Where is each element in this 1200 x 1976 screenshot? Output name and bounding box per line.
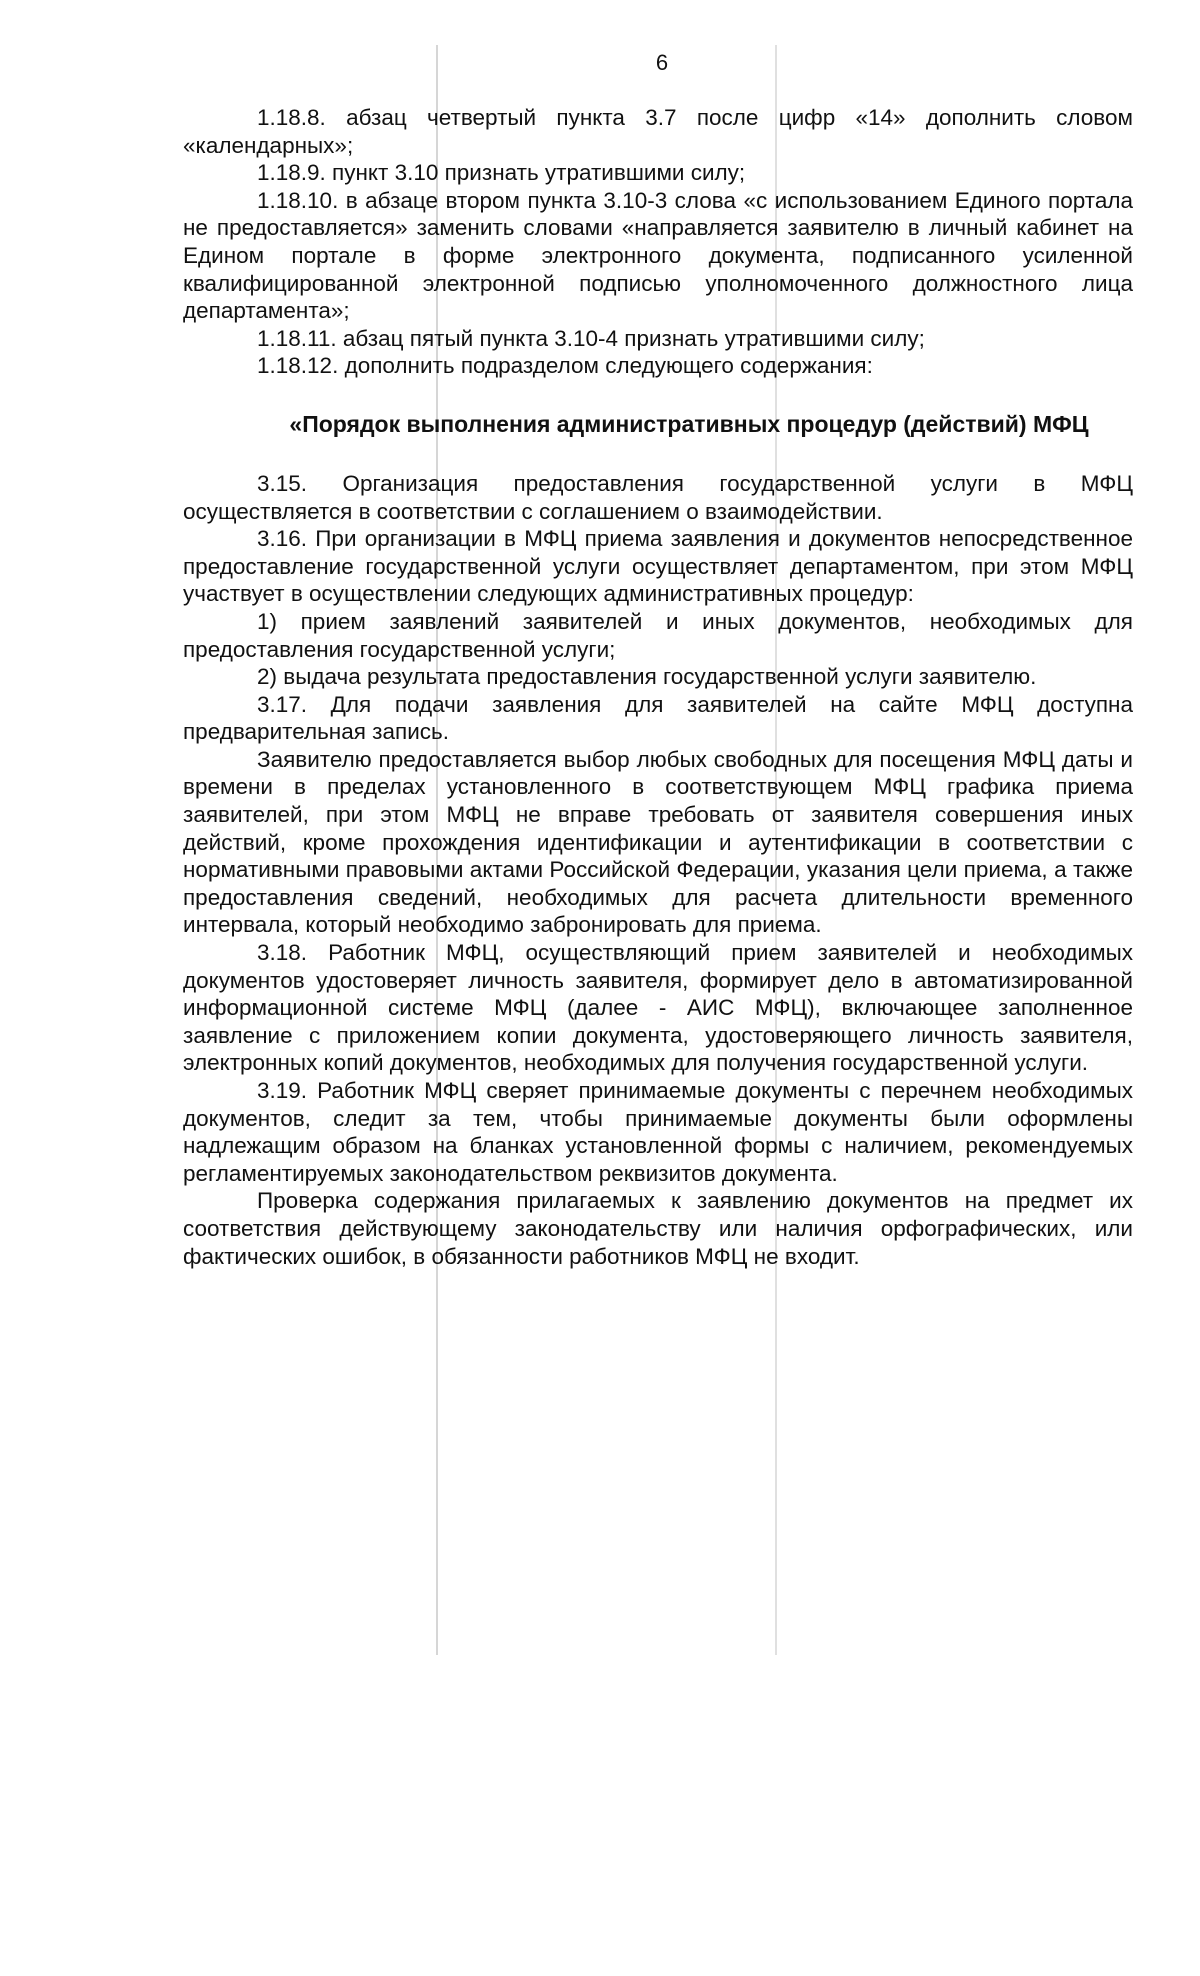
list-item: 1) прием заявлений заявителей и иных документов, необходимых для предоставления государственной услуги; <box>183 608 1133 662</box>
document-body <box>183 104 1133 1270</box>
paragraph: Проверка содержания прилагаемых к заявлению документов на предмет их соответствия действующему законодательству или наличия орфографических, или фактических ошибок, в обязанности работников МФЦ не входит. <box>183 1188 1133 1269</box>
paragraph: 3.16. При организации в МФЦ приема заявления и документов непосредственное предоставление государственной услуги осуществляет департаментом, при этом МФЦ участвует в осуществлении следующих административных процедур: <box>183 526 1133 607</box>
section-heading: «Порядок выполнения административных процедур (действий) МФЦ <box>289 410 1089 437</box>
paragraph: 3.17. Для подачи заявления для заявителей на сайте МФЦ доступна предварительная запись. <box>183 691 1133 745</box>
paragraph: Заявителю предоставляется выбор любых свободных для посещения МФЦ даты и времени в пределах установленного в соответствующем МФЦ графика приема заявителей, при этом МФЦ не вправе требовать от заявителя совершения иных действий, кроме прохождения идентификации и аутентификации в соответствии с нормативными правовыми актами Российской Федерации, указания цели приема, а также предоставления сведений, необходимых для расчета длительности временного интервала, который необходимо забронировать для приема. <box>183 746 1133 938</box>
paragraph: 1.18.11. абзац пятый пункта 3.10-4 признать утратившими силу; <box>257 325 925 351</box>
paragraph: 3.18. Работник МФЦ, осуществляющий прием заявителей и необходимых документов удостоверяет личность заявителя, формирует дело в автоматизированной информационной системе МФЦ (далее - АИС МФЦ), включающее заполненное заявление с приложением копии документа, удостоверяющего личность заявителя, электронных копий документов, необходимых для получения государственной услуги. <box>183 940 1133 1076</box>
paragraph: 3.19. Работник МФЦ сверяет принимаемые документы с перечнем необходимых документов, следит за тем, чтобы принимаемые документы были оформлены надлежащим образом на бланках установленной формы с наличием, рекомендуемых регламентируемых законодательством реквизитов документа. <box>183 1078 1133 1186</box>
paragraph: 1.18.12. дополнить подразделом следующего содержания: <box>257 353 873 379</box>
paragraph: 3.15. Организация предоставления государственной услуги в МФЦ осуществляется в соответствии с соглашением о взаимодействии. <box>183 470 1133 524</box>
paragraph: 1.18.8. абзац четвертый пункта 3.7 после цифр «14» дополнить словом «календарных»; <box>183 105 1133 158</box>
paragraph: 1.18.9. пункт 3.10 признать утратившими силу; <box>257 160 746 186</box>
list-item: 2) выдача результата предоставления государственной услуги заявителю. <box>257 664 1037 690</box>
paragraph: 1.18.10. в абзаце втором пункта 3.10-3 слова «с использованием Единого портала не предоставляется» заменить словами «направляется заявителю в личный кабинет на Едином портале в форме электронного документа, подписанного усиленной квалифицированной электронной подписью уполномоченного должностного лица департамента»; <box>183 187 1133 324</box>
page-number: 6 <box>655 50 669 75</box>
